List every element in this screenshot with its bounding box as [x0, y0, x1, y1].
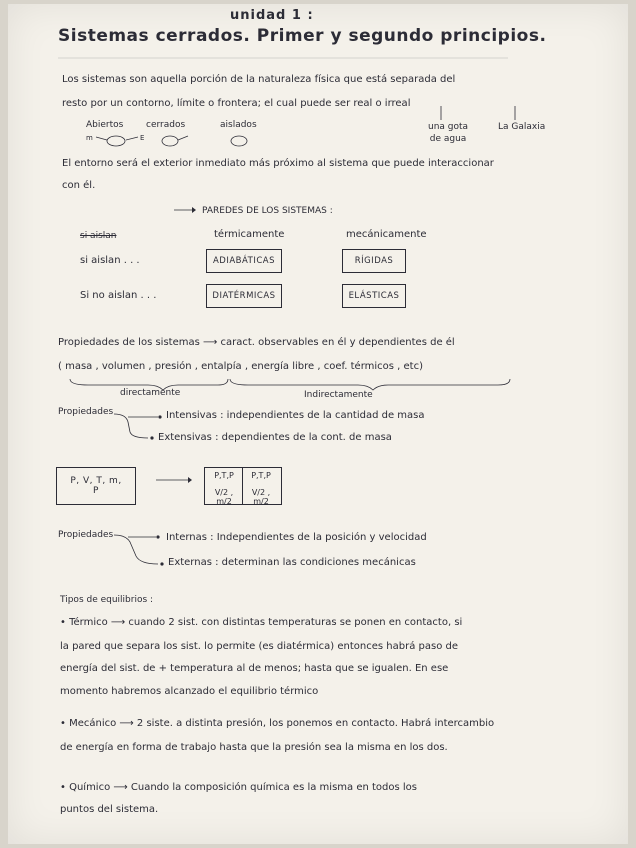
mechanical-line-1: • Mecánico ⟶ 2 siste. a distinta presión, los ponemos en contacto. Habrá intercambio	[60, 718, 495, 729]
label-indirect: Indirectamente	[304, 390, 373, 400]
entorno-line-1: El entorno será el exterior inmediato más próximo al sistema que puede interaccionar	[62, 158, 494, 169]
unit-heading: unidad 1 :	[230, 8, 314, 23]
walls-col-mechanical: mecánicamente	[346, 229, 427, 240]
equilibrium-heading: Tipos de equilibrios :	[60, 595, 154, 605]
entorno-line-2: con él.	[62, 180, 96, 191]
properties-line-2: ( masa , volumen , presión , entalpía , energía libre , coef. térmicos , etc)	[58, 361, 423, 372]
properties-line-1: Propiedades de los sistemas ⟶ caract. observables en él y dependientes de él	[58, 337, 455, 348]
page-title: Sistemas cerrados. Primer y segundo principios.	[58, 26, 547, 46]
notebook-page	[8, 4, 628, 844]
thermal-line-1: • Térmico ⟶ cuando 2 sist. con distintas temperaturas se ponen en contacto, si	[60, 617, 463, 628]
walls-col-thermal: térmicamente	[214, 229, 285, 240]
extensive-properties: Extensivas : dependientes de la cont. de masa	[158, 432, 392, 443]
type-open: Abiertos	[86, 120, 124, 130]
type-isolated: aislados	[220, 120, 257, 130]
int-ext-label: Propiedades	[58, 530, 114, 540]
type-closed: cerrados	[146, 120, 186, 130]
elastic-box: ELÁSTICAS	[342, 284, 406, 308]
walls-heading: PAREDES DE LOS SISTEMAS :	[202, 206, 333, 216]
walls-row1-label: si aislan . . .	[80, 255, 140, 266]
label-direct: directamente	[120, 388, 181, 398]
intro-line-2: resto por un contorno, límite o frontera; el cual puede ser real o irreal	[62, 98, 411, 109]
example-whole-line-2: P	[93, 486, 99, 496]
internal-properties: Internas : Independientes de la posición y velocidad	[166, 532, 427, 543]
example-irreal: La Galaxia	[498, 122, 546, 132]
example-real: una gota de agua	[428, 122, 469, 144]
mechanical-line-2: de energía en forma de trabajo hasta que la presión sea la misma en los dos.	[60, 742, 448, 753]
example-whole-line-1: P, V, T, m,	[70, 476, 122, 486]
thermal-line-2: la pared que separa los sist. lo permite (es diatérmica) entonces habrá paso de	[60, 641, 458, 652]
external-properties: Externas : determinan las condiciones mecánicas	[168, 557, 416, 568]
chemical-line-1: • Químico ⟶ Cuando la composición química es la misma en todos los	[60, 782, 417, 793]
symbol-m: m	[86, 134, 93, 142]
walls-struck-text: si aislan	[80, 231, 117, 241]
walls-row2-label: Si no aislan . . .	[80, 290, 157, 301]
adiabatic-box: ADIABÁTICAS	[206, 249, 282, 273]
thermal-line-3: energía del sist. de + temperatura al de menos; hasta que se igualen. En ese	[60, 663, 449, 674]
intensive-properties: Intensivas : independientes de la cantidad de masa	[166, 410, 425, 421]
rigid-box: RÍGIDAS	[342, 249, 406, 273]
symbol-e: E	[140, 134, 145, 142]
example-split-system: P,T,P P,T,P V/2 , m/2 V/2 , m/2	[204, 467, 282, 505]
example-whole-system	[56, 467, 136, 505]
chemical-line-2: puntos del sistema.	[60, 804, 159, 815]
properties-label: Propiedades	[58, 407, 114, 417]
intro-line-1: Los sistemas son aquella porción de la naturaleza física que está separada del	[62, 74, 456, 85]
diathermic-box: DIATÉRMICAS	[206, 284, 282, 308]
thermal-line-4: momento habremos alcanzado el equilibrio térmico	[60, 686, 319, 697]
